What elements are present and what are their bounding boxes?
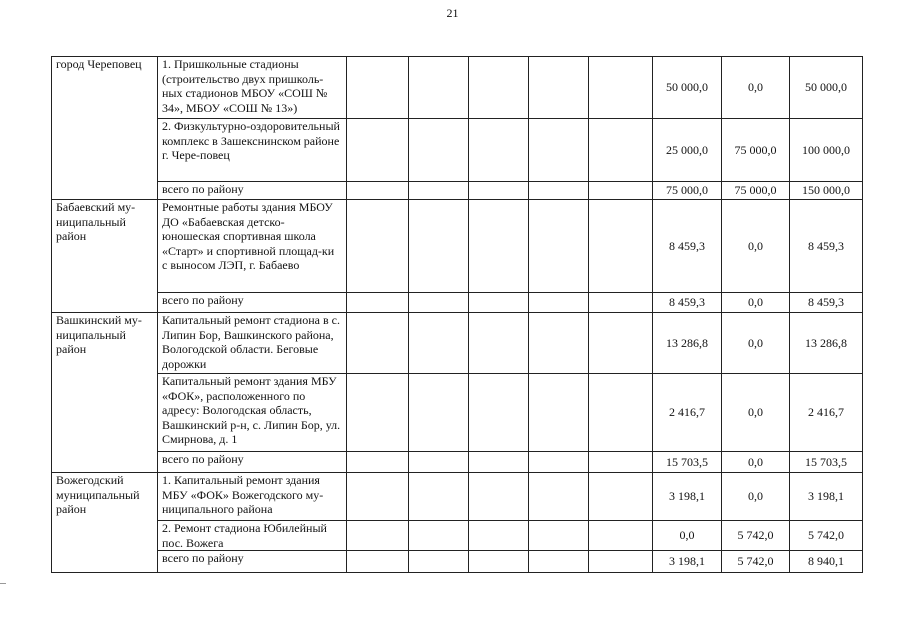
empty-cell <box>529 551 589 573</box>
empty-cell <box>347 374 409 452</box>
empty-cell <box>589 551 653 573</box>
empty-cell <box>347 452 409 473</box>
total-label: всего по району <box>158 452 347 473</box>
amount-col-2: 0,0 <box>722 200 790 293</box>
empty-cell <box>347 182 409 200</box>
amount-col-2: 5 742,0 <box>722 521 790 551</box>
empty-cell <box>347 521 409 551</box>
empty-cell <box>347 313 409 374</box>
amount-total: 8 459,3 <box>790 200 863 293</box>
district-name: Вашкинский му-ниципальный район <box>52 313 158 473</box>
empty-cell <box>469 182 529 200</box>
table-row <box>52 200 863 293</box>
empty-cell <box>589 182 653 200</box>
empty-cell <box>409 119 469 182</box>
amount-col-2: 0,0 <box>722 473 790 521</box>
margin-mark <box>0 583 6 584</box>
empty-cell <box>409 293 469 313</box>
amount-col-1: 2 416,7 <box>653 374 722 452</box>
empty-cell <box>589 374 653 452</box>
project-description: 2. Ремонт стадиона Юбилейный пос. Вожега <box>158 521 347 551</box>
district-total-row <box>52 551 863 573</box>
empty-cell <box>469 374 529 452</box>
empty-cell <box>469 452 529 473</box>
project-description: Ремонтные работы здания МБОУ ДО «Бабаевская детско-юношеская спортивная школа «Старт» и спортивной площад-ки с выносом ЛЭП, г. Бабаево <box>158 200 347 293</box>
amount-total: 15 703,5 <box>790 452 863 473</box>
table-row <box>52 57 863 119</box>
empty-cell <box>529 313 589 374</box>
empty-cell <box>409 452 469 473</box>
empty-cell <box>347 551 409 573</box>
amount-total: 8 459,3 <box>790 293 863 313</box>
budget-table <box>51 56 863 573</box>
empty-cell <box>409 57 469 119</box>
total-label: всего по району <box>158 551 347 573</box>
project-description: Капитальный ремонт стадиона в с. Липин Бор, Вашкинского района, Вологодской области. Беговые дорожки <box>158 313 347 374</box>
amount-col-2: 5 742,0 <box>722 551 790 573</box>
table-row <box>52 313 863 374</box>
table-row <box>52 521 863 551</box>
amount-total: 3 198,1 <box>790 473 863 521</box>
table-row <box>52 119 863 182</box>
project-description: 1. Капитальный ремонт здания МБУ «ФОК» Вожегодского му-ниципального района <box>158 473 347 521</box>
empty-cell <box>409 473 469 521</box>
total-label: всего по району <box>158 182 347 200</box>
amount-total: 2 416,7 <box>790 374 863 452</box>
empty-cell <box>589 473 653 521</box>
total-label: всего по району <box>158 293 347 313</box>
empty-cell <box>469 57 529 119</box>
district-total-row <box>52 293 863 313</box>
amount-total: 100 000,0 <box>790 119 863 182</box>
empty-cell <box>409 182 469 200</box>
amount-col-2: 0,0 <box>722 293 790 313</box>
amount-col-1: 8 459,3 <box>653 293 722 313</box>
empty-cell <box>589 521 653 551</box>
empty-cell <box>529 521 589 551</box>
empty-cell <box>529 200 589 293</box>
empty-cell <box>469 551 529 573</box>
amount-total: 13 286,8 <box>790 313 863 374</box>
empty-cell <box>529 57 589 119</box>
table-row <box>52 374 863 452</box>
empty-cell <box>589 200 653 293</box>
amount-col-2: 0,0 <box>722 452 790 473</box>
empty-cell <box>529 293 589 313</box>
empty-cell <box>589 57 653 119</box>
project-description: Капитальный ремонт здания МБУ «ФОК», расположенного по адресу: Вологодская область, Вашкинский р-н, с. Липин Бор, ул. Смирнова, д. 1 <box>158 374 347 452</box>
table-row <box>52 473 863 521</box>
amount-col-2: 75 000,0 <box>722 119 790 182</box>
empty-cell <box>409 200 469 293</box>
empty-cell <box>589 452 653 473</box>
amount-col-2: 0,0 <box>722 57 790 119</box>
empty-cell <box>347 200 409 293</box>
amount-total: 150 000,0 <box>790 182 863 200</box>
empty-cell <box>409 374 469 452</box>
amount-col-1: 8 459,3 <box>653 200 722 293</box>
amount-col-2: 75 000,0 <box>722 182 790 200</box>
project-description: 1. Пришкольные стадионы (строительство двух пришколь-ных стадионов МБОУ «СОШ № 34», МБОУ «СОШ № 13») <box>158 57 347 119</box>
amount-col-1: 3 198,1 <box>653 551 722 573</box>
empty-cell <box>589 293 653 313</box>
empty-cell <box>529 119 589 182</box>
empty-cell <box>589 313 653 374</box>
district-name: Вожегодский муниципальный район <box>52 473 158 573</box>
empty-cell <box>469 119 529 182</box>
district-total-row <box>52 452 863 473</box>
amount-col-1: 0,0 <box>653 521 722 551</box>
amount-col-1: 13 286,8 <box>653 313 722 374</box>
district-name: Бабаевский му-ниципальный район <box>52 200 158 313</box>
empty-cell <box>409 313 469 374</box>
empty-cell <box>469 313 529 374</box>
empty-cell <box>347 473 409 521</box>
amount-total: 50 000,0 <box>790 57 863 119</box>
empty-cell <box>347 57 409 119</box>
amount-total: 8 940,1 <box>790 551 863 573</box>
amount-col-2: 0,0 <box>722 374 790 452</box>
district-name: город Череповец <box>52 57 158 200</box>
empty-cell <box>347 119 409 182</box>
empty-cell <box>409 551 469 573</box>
empty-cell <box>409 521 469 551</box>
empty-cell <box>469 200 529 293</box>
amount-total: 5 742,0 <box>790 521 863 551</box>
amount-col-2: 0,0 <box>722 313 790 374</box>
amount-col-1: 3 198,1 <box>653 473 722 521</box>
empty-cell <box>589 119 653 182</box>
empty-cell <box>529 182 589 200</box>
empty-cell <box>469 521 529 551</box>
empty-cell <box>469 473 529 521</box>
empty-cell <box>529 452 589 473</box>
empty-cell <box>529 374 589 452</box>
amount-col-1: 15 703,5 <box>653 452 722 473</box>
amount-col-1: 75 000,0 <box>653 182 722 200</box>
empty-cell <box>469 293 529 313</box>
district-total-row <box>52 182 863 200</box>
amount-col-1: 50 000,0 <box>653 57 722 119</box>
empty-cell <box>347 293 409 313</box>
project-description: 2. Физкультурно-оздоровительный комплекс в Зашекснинском районе г. Чере-повец <box>158 119 347 182</box>
page-number: 21 <box>446 6 459 20</box>
empty-cell <box>529 473 589 521</box>
amount-col-1: 25 000,0 <box>653 119 722 182</box>
